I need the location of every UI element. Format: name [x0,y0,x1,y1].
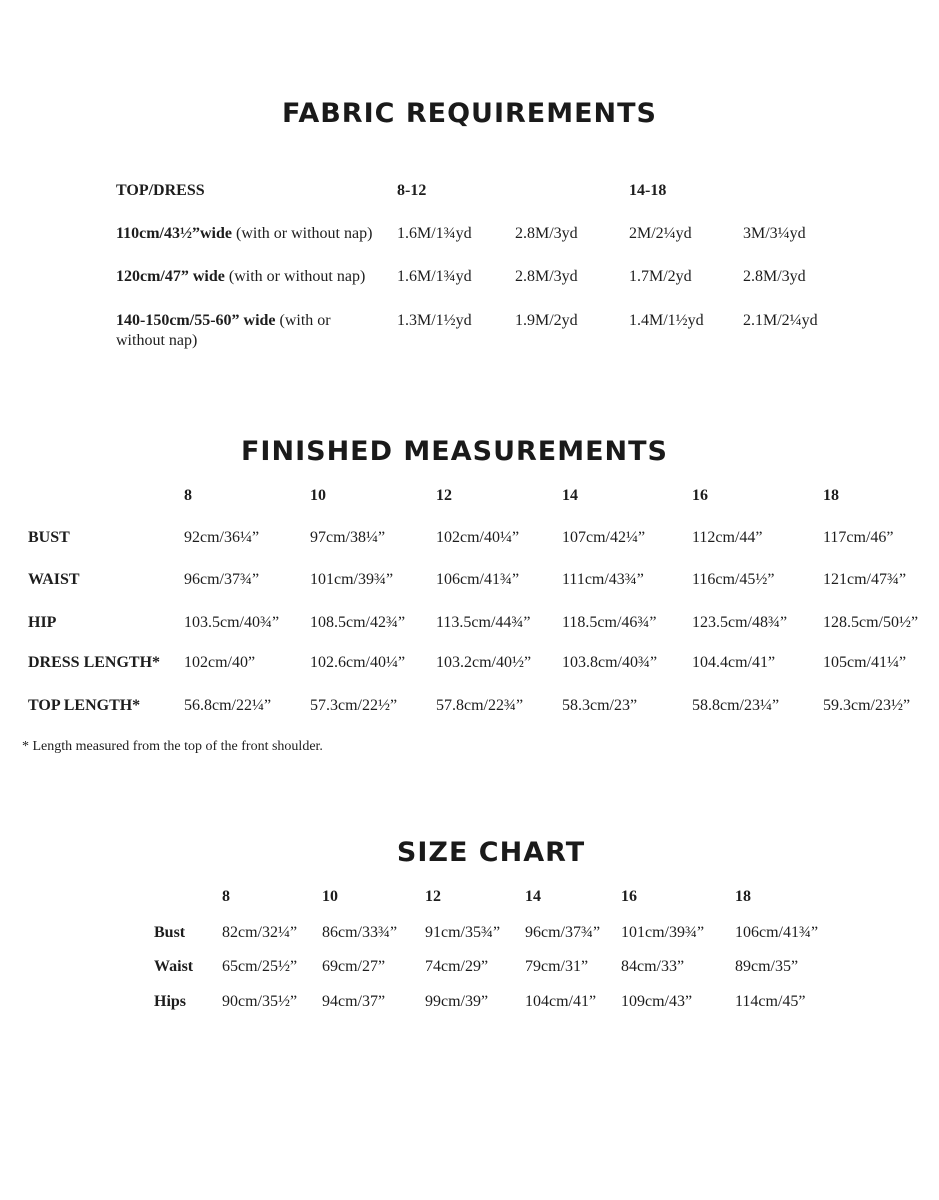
size-chart-cell: 89cm/35” [735,958,799,975]
size-chart-size-header: 18 [735,888,751,905]
fabric-cell: 3M/3¼yd [743,225,806,242]
finished-cell: 57.3cm/22½” [310,697,398,714]
finished-cell: 111cm/43¾” [562,571,644,588]
size-chart-cell: 114cm/45” [735,993,806,1010]
fabric-cell: 1.9M/2yd [515,312,578,329]
size-chart-size-header: 16 [621,888,637,905]
finished-cell: 117cm/46” [823,529,894,546]
size-chart-size-header: 8 [222,888,230,905]
finished-size-header: 12 [436,487,452,504]
finished-cell: 58.3cm/23” [562,697,638,714]
size-chart-row-label: Waist [154,958,194,975]
fabric-cell: 1.3M/1½yd [397,312,472,329]
size-chart-size-header: 10 [322,888,338,905]
fabric-cell: 2.8M/3yd [515,225,578,242]
size-chart-cell: 69cm/27” [322,958,386,975]
finished-cell: 116cm/45½” [692,571,775,588]
size-chart-cell: 79cm/31” [525,958,589,975]
fabric-cell: 2.8M/3yd [515,268,578,285]
finished-cell: 118.5cm/46¾” [562,614,657,631]
finished-cell: 112cm/44” [692,529,763,546]
finished-size-header: 18 [823,487,839,504]
finished-row-label: BUST [28,529,70,546]
size-chart-cell: 104cm/41” [525,993,597,1010]
fabric-cell: 1.6M/1¾yd [397,268,472,285]
size-chart-row-label: Hips [154,993,187,1010]
finished-footnote: * Length measured from the top of the front shoulder. [22,739,323,754]
finished-title: FINISHED MEASUREMENTS [240,436,668,467]
size-chart-cell: 86cm/33¾” [322,924,398,941]
fabric-header-size-8-12: 8-12 [397,182,427,199]
finished-cell: 113.5cm/44¾” [436,614,531,631]
finished-cell: 102cm/40” [184,654,256,671]
finished-cell: 97cm/38¼” [310,529,386,546]
size-chart-cell: 74cm/29” [425,958,489,975]
finished-row-label: DRESS LENGTH* [28,654,161,671]
finished-cell: 123.5cm/48¾” [692,614,788,631]
finished-cell: 104.4cm/41” [692,654,776,671]
finished-cell: 103.2cm/40½” [436,654,532,671]
finished-size-header: 10 [310,487,326,504]
size-chart-cell: 101cm/39¾” [621,924,705,941]
finished-cell: 58.8cm/23¼” [692,697,780,714]
finished-cell: 103.5cm/40¾” [184,614,280,631]
size-chart-cell: 109cm/43” [621,993,693,1010]
fabric-cell: 1.6M/1¾yd [397,225,472,242]
size-chart-cell: 106cm/41¾” [735,924,819,941]
finished-cell: 103.8cm/40¾” [562,654,658,671]
size-chart-size-header: 12 [425,888,441,905]
finished-cell: 107cm/42¼” [562,529,646,546]
size-chart-size-header: 14 [525,888,541,905]
fabric-row-label: 110cm/43½”wide (with or without nap) [116,225,373,242]
finished-row-label: HIP [28,614,57,631]
finished-size-header: 16 [692,487,708,504]
fabric-title: FABRIC REQUIREMENTS [281,98,658,129]
size-chart-cell: 82cm/32¼” [222,924,298,941]
size-chart-cell: 94cm/37” [322,993,386,1010]
size-chart-cell: 96cm/37¾” [525,924,601,941]
finished-cell: 57.8cm/22¾” [436,697,524,714]
size-chart-cell: 91cm/35¾” [425,924,501,941]
finished-size-header: 14 [562,487,578,504]
size-chart-cell: 99cm/39” [425,993,489,1010]
finished-size-header: 8 [184,487,192,504]
fabric-row-label: 120cm/47” wide (with or without nap) [116,268,366,285]
fabric-cell: 2.1M/2¼yd [743,312,818,329]
finished-cell: 92cm/36¼” [184,529,260,546]
fabric-row-label-continued: without nap) [116,332,198,349]
size-chart-row-label: Bust [154,924,186,941]
finished-cell: 106cm/41¾” [436,571,520,588]
finished-cell: 101cm/39¾” [310,571,394,588]
size-chart-title: SIZE CHART [396,837,586,868]
finished-cell: 121cm/47¾” [823,571,907,588]
size-chart-cell: 65cm/25½” [222,958,298,975]
finished-cell: 128.5cm/50½” [823,614,919,631]
fabric-cell: 1.7M/2yd [629,268,692,285]
fabric-cell: 2M/2¼yd [629,225,692,242]
finished-cell: 102cm/40¼” [436,529,520,546]
finished-cell: 56.8cm/22¼” [184,697,272,714]
fabric-row-label: 140-150cm/55-60” wide (with or [116,312,331,329]
finished-cell: 105cm/41¼” [823,654,907,671]
size-chart-cell: 84cm/33” [621,958,685,975]
fabric-cell: 1.4M/1½yd [629,312,704,329]
finished-row-label: TOP LENGTH* [28,697,141,714]
finished-cell: 102.6cm/40¼” [310,654,406,671]
finished-row-label: WAIST [28,571,80,588]
size-chart-cell: 90cm/35½” [222,993,298,1010]
fabric-cell: 2.8M/3yd [743,268,806,285]
finished-cell: 108.5cm/42¾” [310,614,406,631]
finished-cell: 59.3cm/23½” [823,697,911,714]
fabric-header-size-14-18: 14-18 [629,182,667,199]
fabric-header-label: TOP/DRESS [116,182,205,199]
finished-cell: 96cm/37¾” [184,571,260,588]
